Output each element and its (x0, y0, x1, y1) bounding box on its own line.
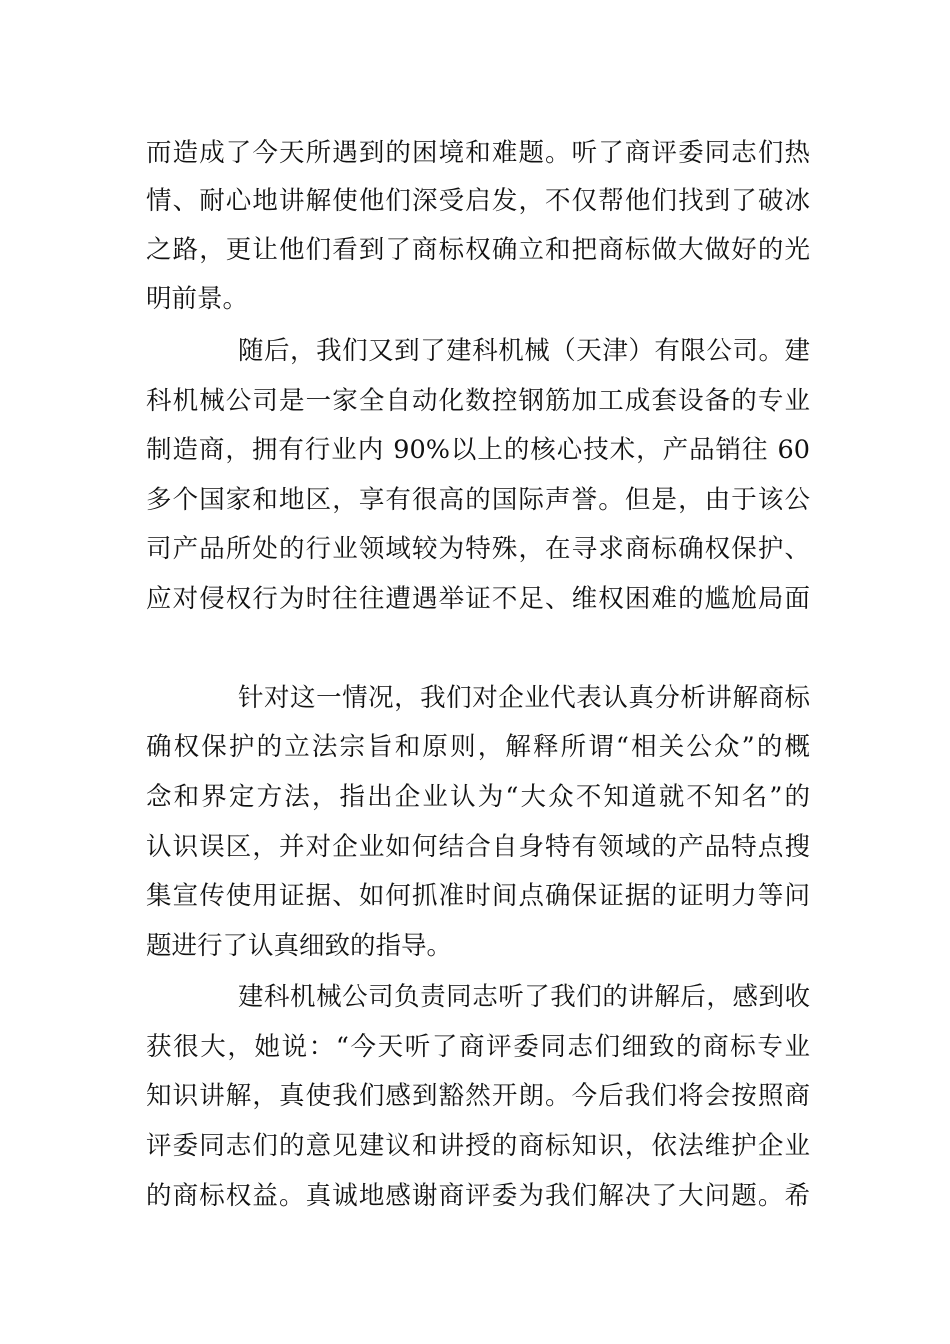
text-line: 情、耐心地讲解使他们深受启发，不仅帮他们找到了破冰 (146, 186, 810, 216)
paragraph-first-line: 建科机械公司负责同志听了我们的讲解后，感到收 (238, 982, 810, 1012)
text-line: 而造成了今天所遇到的困境和难题。听了商评委同志们热 (146, 138, 810, 168)
text-line: 集宣传使用证据、如何抓准时间点确保证据的证明力等问 (146, 881, 810, 911)
text-line: 题进行了认真细致的指导。 (146, 931, 453, 961)
text-line: 明前景。 (146, 284, 249, 314)
paragraph-first-line: 随后，我们又到了建科机械（天津）有限公司。建 (238, 336, 810, 366)
text-line: 应对侵权行为时往往遭遇举证不足、维权困难的尴尬局面 (146, 584, 810, 614)
text-line: 获很大，她说：“今天听了商评委同志们细致的商标专业 (146, 1032, 810, 1062)
paragraph-first-line: 针对这一情况，我们对企业代表认真分析讲解商标 (238, 683, 810, 713)
text-line: 的商标权益。真诚地感谢商评委为我们解决了大问题。希 (146, 1181, 810, 1211)
text-line: 确权保护的立法宗旨和原则，解释所谓“相关公众”的概 (146, 732, 810, 762)
text-line: 念和界定方法，指出企业认为“大众不知道就不知名”的 (146, 782, 810, 812)
text-line: 司产品所处的行业领域较为特殊，在寻求商标确权保护、 (146, 534, 810, 564)
text-line: 认识误区，并对企业如何结合自身特有领域的产品特点搜 (146, 832, 810, 862)
text-line: 科机械公司是一家全自动化数控钢筋加工成套设备的专业 (146, 386, 810, 416)
text-line: 多个国家和地区，享有很高的国际声誉。但是，由于该公 (146, 485, 810, 515)
text-line: 之路，更让他们看到了商标权确立和把商标做大做好的光 (146, 235, 810, 265)
text-line: 制造商，拥有行业内 90%以上的核心技术，产品销往 60 (146, 435, 810, 465)
text-line: 评委同志们的意见建议和讲授的商标知识，依法维护企业 (146, 1131, 810, 1161)
text-line: 知识讲解，真使我们感到豁然开朗。今后我们将会按照商 (146, 1081, 810, 1111)
